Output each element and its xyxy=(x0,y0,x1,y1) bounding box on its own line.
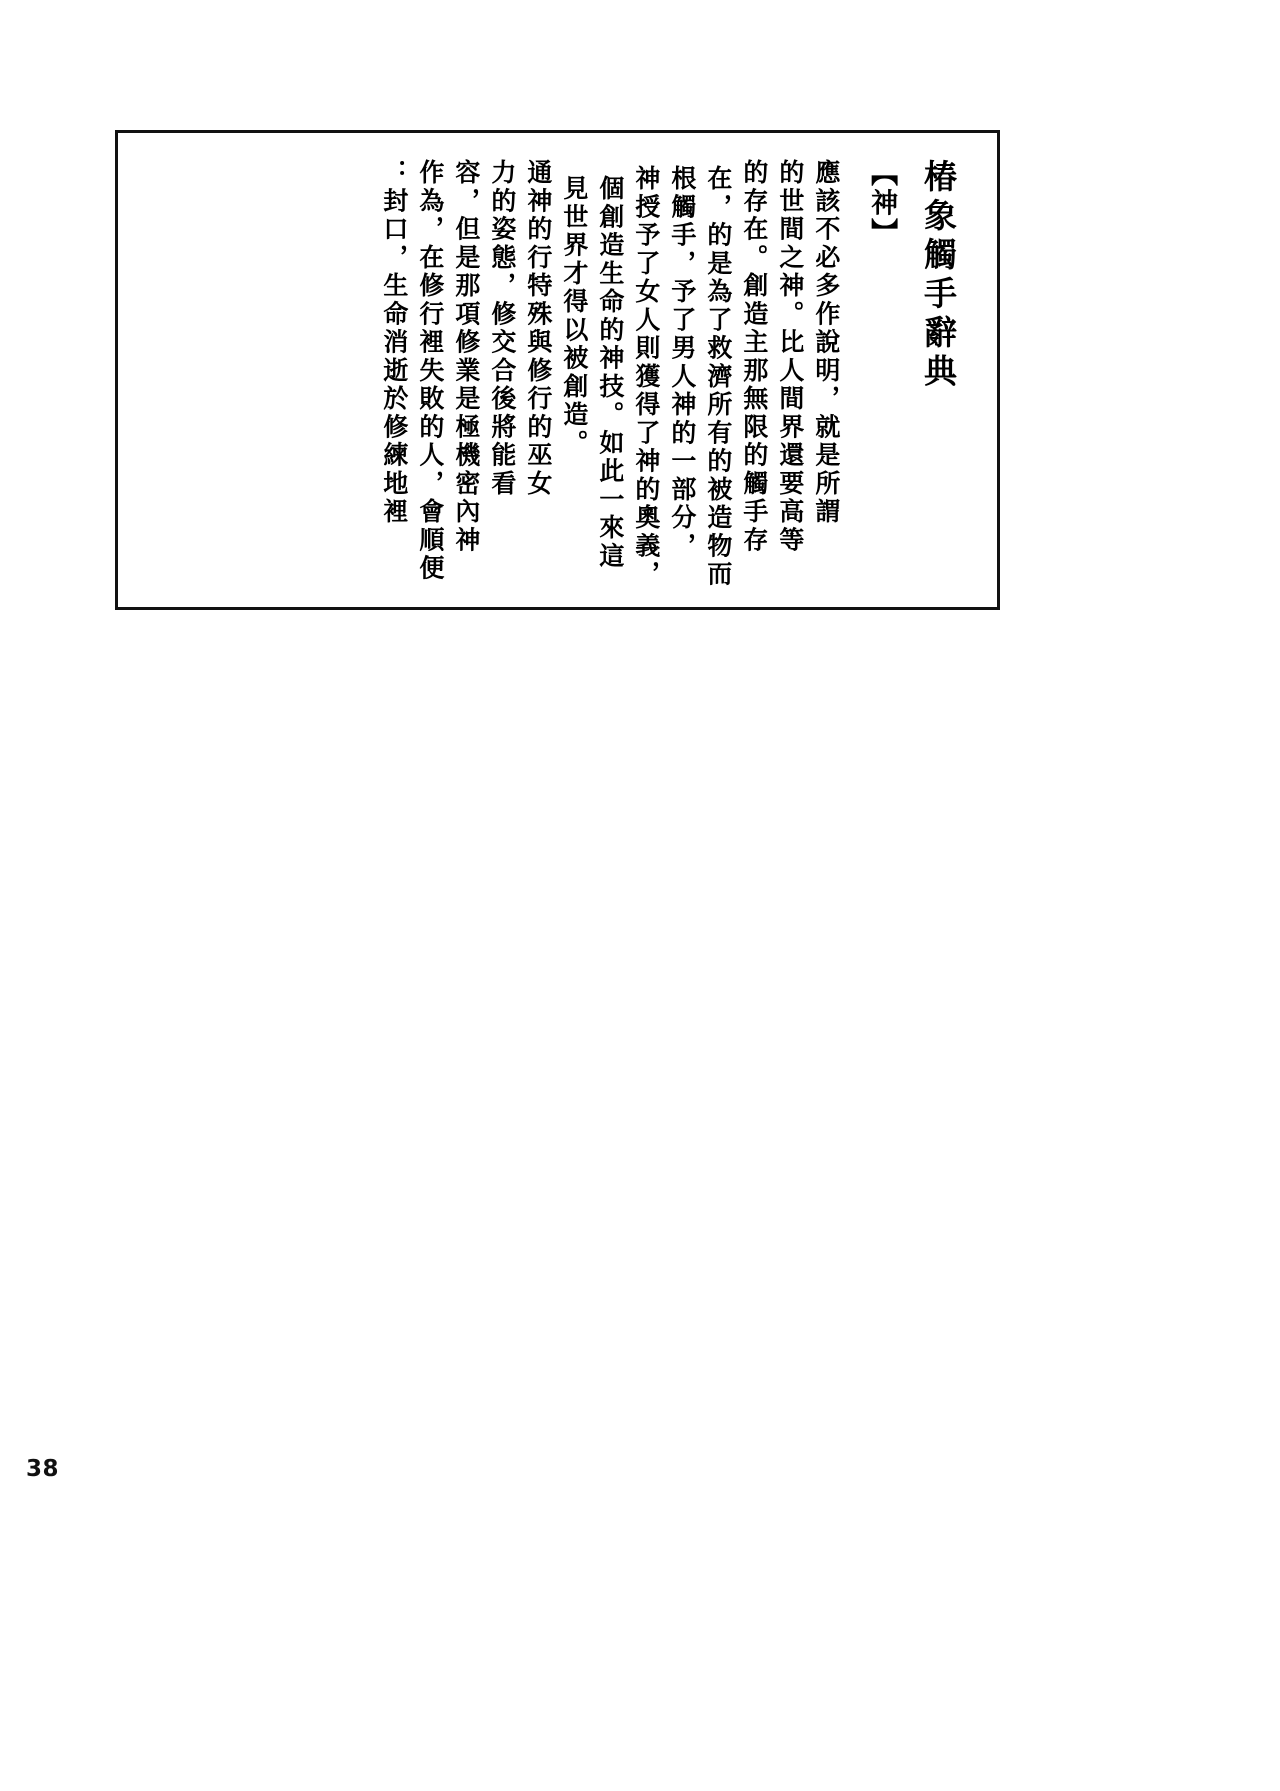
article-box xyxy=(115,130,1000,610)
body-column: 根觸手，予了男人神的一部分， xyxy=(667,165,697,561)
body-column: 作為，在修行裡失敗的人，會順便 xyxy=(415,159,445,583)
body-column: 力的姿態，修交合後將能看 xyxy=(487,159,517,498)
body-column: 應該不必多作說明，就是所謂 xyxy=(811,159,841,527)
body-column: 在，的是為了救濟所有的被造物而 xyxy=(703,165,733,589)
page-number: 38 xyxy=(26,1456,59,1482)
body-column: 神授予了女人則獲得了神的奧義， xyxy=(631,165,661,589)
body-column: 的存在。創造主那無限的觸手存 xyxy=(739,159,769,555)
body-column: 的世間之神。比人間界還要高等 xyxy=(775,159,805,555)
body-column: 通神的行特殊與修行的巫女 xyxy=(523,159,553,498)
body-column: ：封口，生命消逝於修練地裡 xyxy=(379,159,409,527)
body-column: 見世界才得以被創造。 xyxy=(559,175,589,458)
body-column: 容，但是那項修業是極機密內神 xyxy=(451,159,481,555)
vertical-text-block xyxy=(118,133,997,607)
article-title: 椿象觸手辭典 xyxy=(919,159,958,393)
body-column: 個創造生命的神技。如此一來這 xyxy=(595,175,625,571)
article-headword: 【神】 xyxy=(866,159,898,249)
